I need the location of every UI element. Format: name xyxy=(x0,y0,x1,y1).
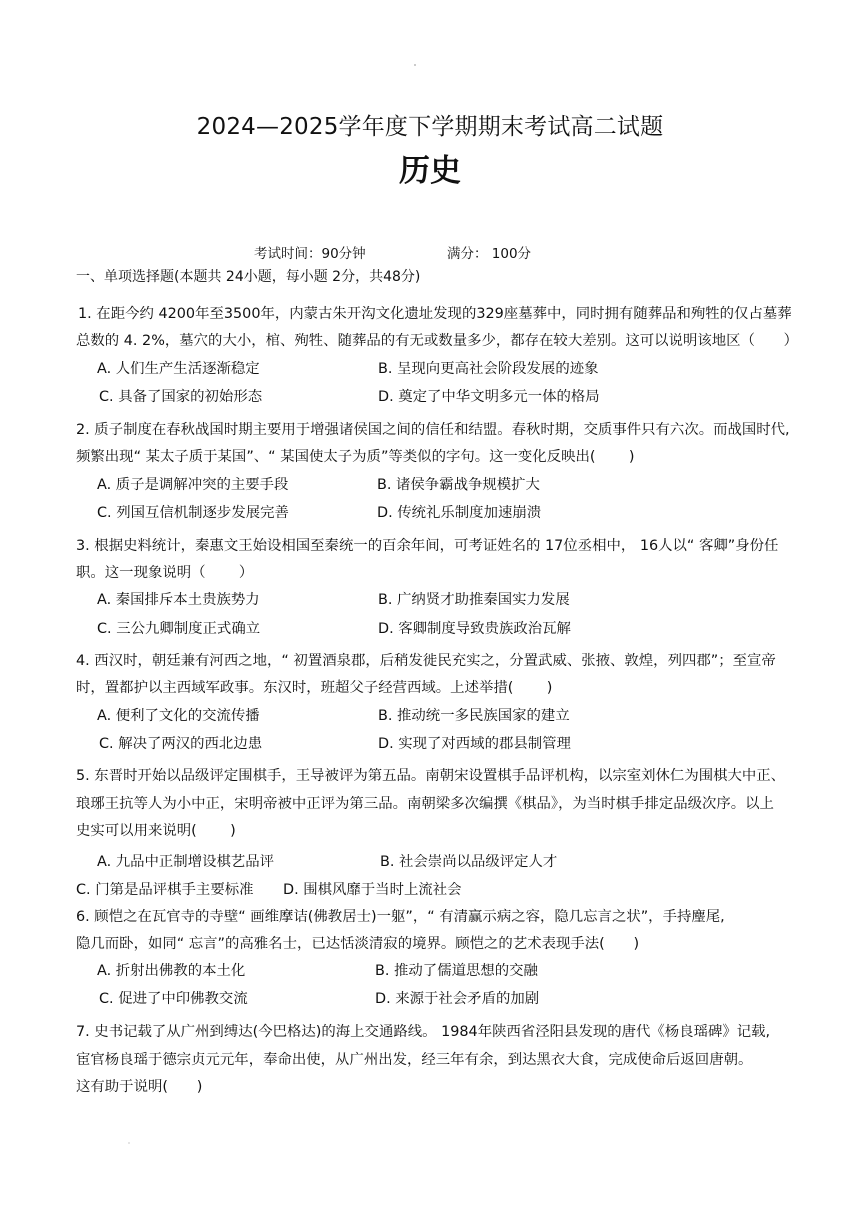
option-a: A. 折射出佛教的本土化 xyxy=(97,963,246,979)
option-d: D. 客卿制度导致贵族政治瓦解 xyxy=(378,621,571,637)
question-stem-line: 时，置都护以主西域军政事。东汉时，班超父子经营西域。上述举措( ) xyxy=(76,680,553,696)
option-b: B. 推动了儒道思想的交融 xyxy=(375,963,538,979)
subject-title: 历史 xyxy=(399,153,461,189)
option-c: C. 促进了中印佛教交流 xyxy=(99,991,248,1007)
option-a: A. 便利了文化的交流传播 xyxy=(97,708,260,724)
section-heading: 一、单项选择题(本题共 24小题，每小题 2分，共48分) xyxy=(76,269,421,285)
option-b: B. 广纳贤才助推秦国实力发展 xyxy=(378,592,570,608)
scan-speck xyxy=(128,1142,130,1144)
question-stem-line: 5. 东晋时开始以品级评定围棋手，王导被评为第五品。南朝宋设置棋手品评机构，以宗室刘休仁为围棋大中正、 xyxy=(76,768,786,784)
option-d: D. 奠定了中华文明多元一体的格局 xyxy=(378,389,600,405)
question-stem-line: 琅琊王抗等人为小中正，宋明帝被中正评为第三品。南朝梁多次编撰《棋品》，为当时棋手排定品级次序。以上 xyxy=(76,796,774,812)
option-b: B. 呈现向更高社会阶段发展的迹象 xyxy=(378,361,599,377)
option-c: C. 三公九卿制度正式确立 xyxy=(97,621,261,637)
option-a: A. 九品中正制增设棋艺品评 xyxy=(97,854,275,870)
option-d: D. 围棋风靡于当时上流社会 xyxy=(283,882,462,898)
option-c: C. 列国互信机制逐步发展完善 xyxy=(97,505,289,521)
option-a: A. 质子是调解冲突的主要手段 xyxy=(97,477,289,493)
question-stem-line: 职。这一现象说明（ ） xyxy=(76,565,254,581)
exam-time: 考试时间：90分钟 xyxy=(254,246,366,262)
scan-speck xyxy=(414,64,416,66)
option-c: C. 解决了两汉的西北边患 xyxy=(99,736,263,752)
question-stem-line: 频繁出现“ 某太子质于某国”、“ 某国使太子为质”等类似的字句。这一变化反映出( ) xyxy=(76,449,635,465)
question-stem-line: 7. 史书记载了从广州到缚达(今巴格达)的海上交通路线。 1984年陕西省泾阳县发现的唐代《杨良瑶碑》记载, xyxy=(76,1024,771,1040)
question-stem-line: 2. 质子制度在春秋战国时期主要用于增强诸侯国之间的信任和结盟。春秋时期，交质事件只有六次。而战国时代, xyxy=(76,422,790,438)
option-b: B. 社会崇尚以品级评定人才 xyxy=(380,854,558,870)
exam-title: 2024—2025学年度下学期期末考试高二试题 xyxy=(196,114,664,140)
full-score: 满分： 100分 xyxy=(447,246,532,262)
question-stem-line: 史实可以用来说明( ) xyxy=(76,823,236,839)
option-b: B. 推动统一多民族国家的建立 xyxy=(378,708,570,724)
option-a: A. 秦国排斥本土贵族势力 xyxy=(97,592,260,608)
option-c: C. 具备了国家的初始形态 xyxy=(99,389,263,405)
question-stem-line: 6. 顾恺之在瓦官寺的寺壁“ 画维摩诘(佛教居士)一躯”，“ 有清赢示病之容，隐几忘言之状”，手持麈尾, xyxy=(76,909,725,925)
option-d: D. 实现了对西域的郡县制管理 xyxy=(378,736,571,752)
question-stem-line: 宦官杨良瑶于德宗贞元元年，奉命出使，从广州出发，经三年有余，到达黑衣大食，完成使命后返回唐朝。 xyxy=(76,1052,753,1068)
question-stem-line: 1. 在距今约 4200年至3500年，内蒙古朱开沟文化遗址发现的329座墓葬中，同时拥有随葬品和殉牲的仅占墓葬 xyxy=(78,306,792,322)
question-stem-line: 总数的 4. 2%，墓穴的大小，棺、殉牲、随葬品的有无或数量多少，都存在较大差别。这可以说明该地区（ ） xyxy=(76,333,799,349)
option-d: D. 传统礼乐制度加速崩溃 xyxy=(377,505,542,521)
option-d: D. 来源于社会矛盾的加剧 xyxy=(375,991,540,1007)
question-stem-line: 4. 西汉时，朝廷兼有河西之地，“ 初置酒泉郡，后稍发徙民充实之，分置武威、张掖、敦煌，列四郡”；至宣帝 xyxy=(76,653,776,669)
question-stem-line: 3. 根据史料统计，秦惠文王始设相国至秦统一的百余年间，可考证姓名的 17位丞相中， 16人以“ 客卿”身份任 xyxy=(76,538,779,554)
option-a: A. 人们生产生活逐渐稳定 xyxy=(97,361,260,377)
option-b: B. 诸侯争霸战争规模扩大 xyxy=(377,477,540,493)
question-stem-line: 隐几而卧，如同“ 忘言”的高雅名士，已达恬淡清寂的境界。顾恺之的艺术表现手法( ) xyxy=(76,936,640,952)
option-c: C. 门第是品评棋手主要标准 xyxy=(76,882,254,898)
question-stem-line: 这有助于说明( ) xyxy=(76,1079,203,1095)
